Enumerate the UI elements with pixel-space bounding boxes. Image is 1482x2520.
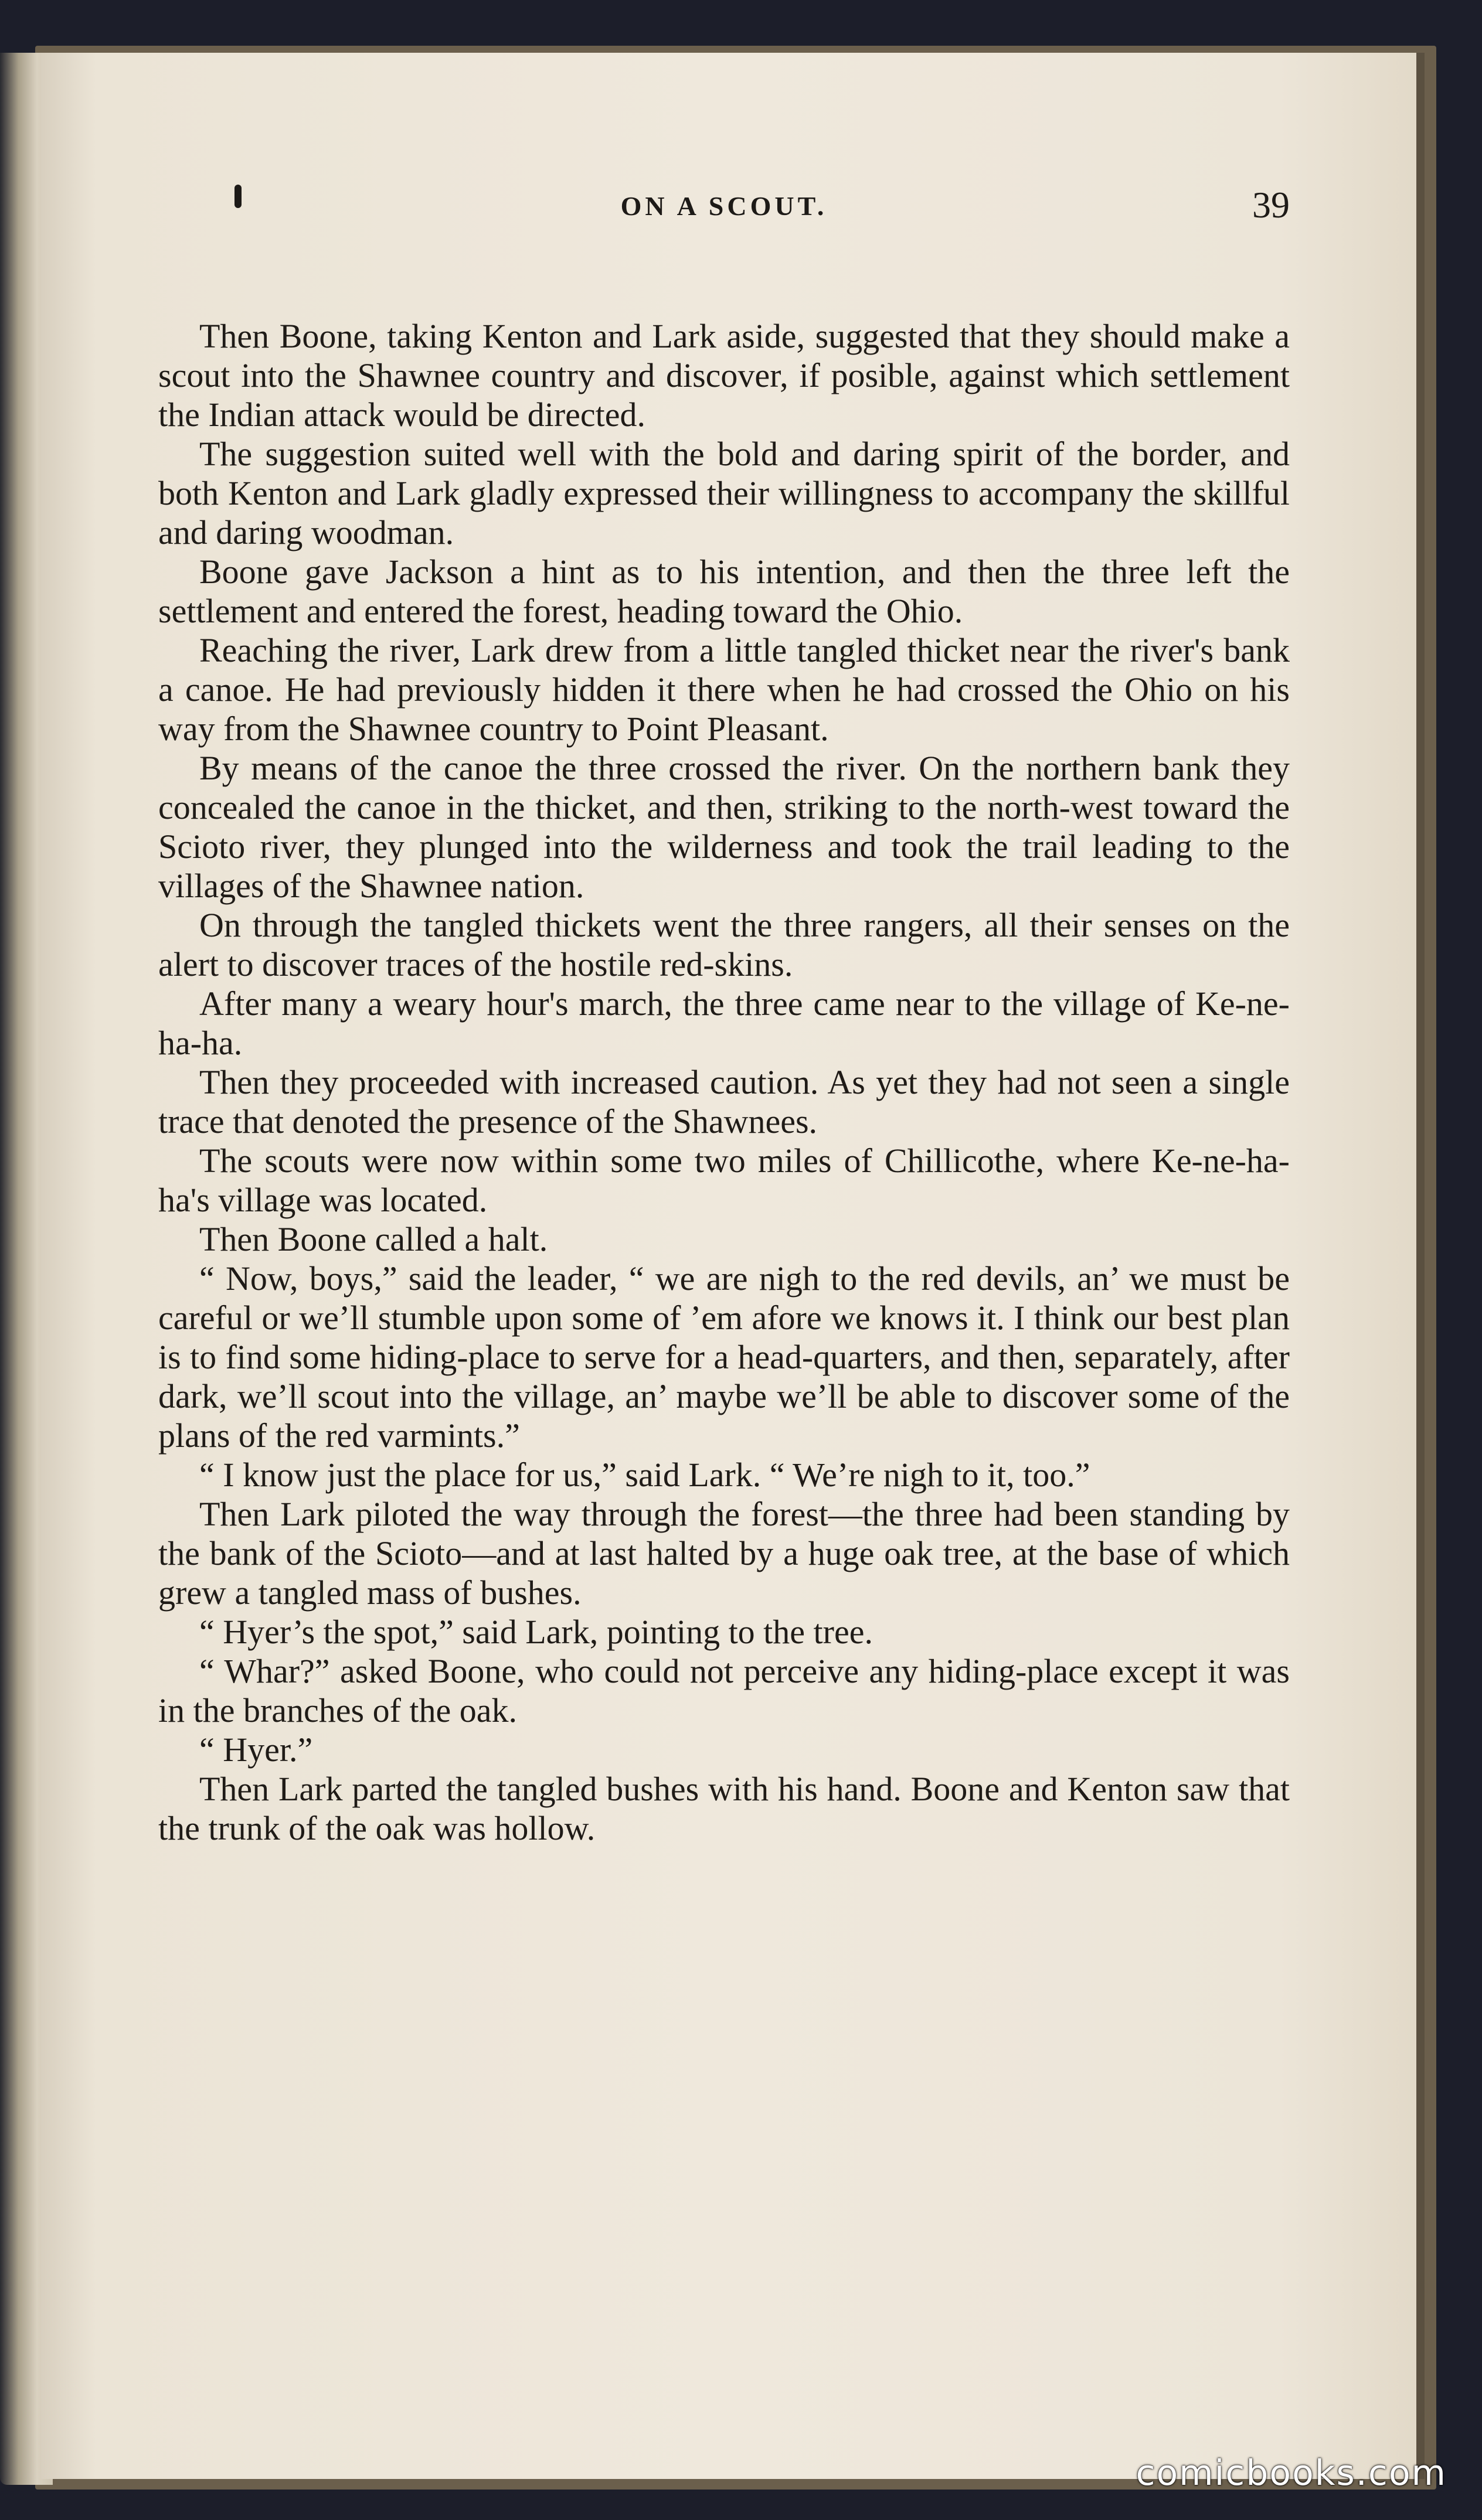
paragraph: The scouts were now within some two miles of Chillicothe, where Ke-ne-ha-ha's village was located.: [158, 1142, 1290, 1219]
paragraph: Then Lark parted the tangled bushes with his hand. Boone and Kenton saw that the trunk of the oak was hollow.: [158, 1770, 1290, 1847]
page-header: [158, 184, 1290, 243]
paragraph: “ Hyer’s the spot,” said Lark, pointing to the tree.: [199, 1613, 873, 1651]
paragraph: Then Boone, taking Kenton and Lark aside, suggested that they should make a scout into the Shawnee country and discover, if posible, against which settlement the Indian attack would be directed.: [158, 317, 1290, 434]
paragraph: Boone gave Jackson a hint as to his intention, and then the three left the settlement and entered the forest, heading toward the Ohio.: [158, 553, 1290, 630]
page-number: 39: [1252, 184, 1290, 226]
paragraph: “ I know just the place for us,” said Lark. “ We’re nigh to it, too.”: [199, 1456, 1090, 1494]
paragraph: After many a weary hour's march, the three came near to the village of Ke-ne-ha-ha.: [158, 985, 1290, 1062]
book-page: [41, 53, 1425, 2479]
paragraph: The suggestion suited well with the bold and daring spirit of the border, and both Kenton and Lark gladly expressed their willingness to accompany the skillful and daring woodman.: [158, 435, 1290, 551]
body-text: [158, 316, 1290, 1848]
paragraph: Then Boone called a halt.: [199, 1220, 548, 1258]
paragraph: “ Whar?” asked Boone, who could not perceive any hiding-place except it was in the branches of the oak.: [158, 1652, 1290, 1729]
paragraph: On through the tangled thickets went the three rangers, all their senses on the alert to discover traces of the hostile red-skins.: [158, 906, 1290, 983]
paragraph: By means of the canoe the three crossed the river. On the northern bank they concealed the canoe in the thicket, and then, striking to the north-west toward the Scioto river, they plunged into the wilderness and took the trail leading to the villages of the Shawnee nation.: [158, 749, 1290, 905]
paragraph: Then Lark piloted the way through the forest—the three had been standing by the bank of the Scioto—and at last halted by a huge oak tree, at the base of which grew a tangled mass of bushes.: [158, 1495, 1290, 1612]
watermark: comicbooks.com: [1136, 2453, 1447, 2494]
paragraph: Reaching the river, Lark drew from a little tangled thicket near the river's bank a canoe. He had previously hidden it there when he had crossed the Ohio on his way from the Shawnee country to Point Pleasant.: [158, 631, 1290, 748]
paragraph: “ Now, boys,” said the leader, “ we are nigh to the red devils, an’ we must be careful or we’ll stumble upon some of ’em afore we knows it. I think our best plan is to find some hiding-place to serve for a head-quarters, and then, separately, after dark, we’ll scout into the village, an’ maybe we’ll be able to discover some of the plans of the red varmints.”: [158, 1259, 1290, 1455]
paragraph: “ Hyer.”: [199, 1731, 313, 1769]
paragraph: Then they proceeded with increased caution. As yet they had not seen a single trace that denoted the presence of the Shawnees.: [158, 1063, 1290, 1140]
running-head: ON A SCOUT.: [620, 191, 828, 221]
